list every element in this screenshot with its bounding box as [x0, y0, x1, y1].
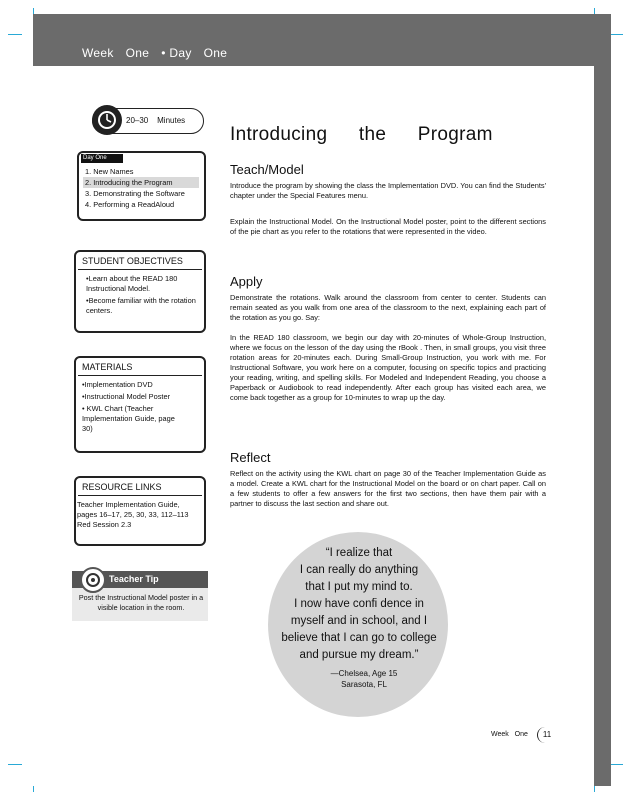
footer-week-num: One — [514, 731, 528, 738]
quote-line: “I realize that — [325, 547, 393, 559]
teach-model-paragraph: Introduce the program by showing the class the Implementation DVD. You can find the Students' chapter under the Special Features menu. — [230, 181, 546, 200]
teach-model-paragraph: Explain the Instructional Model. On the Instructional Model poster, point to the different sections of the pie chart as you refer to the rotations that were represented in the video. — [230, 217, 546, 236]
objectives-title: STUDENT OBJECTIVES — [82, 256, 183, 266]
agenda-item-active: 2. Introducing the Program — [83, 177, 199, 188]
side-band — [594, 14, 611, 786]
resource-item: Red Session 2.3 — [77, 520, 132, 529]
page-title: Introducing the Program — [230, 124, 493, 145]
quote-author: —Chelsea, Age 15 — [330, 669, 398, 678]
apply-paragraph: Demonstrate the rotations. Walk around the classroom from center to center. Students can remain seated as you walk from one area of the classroom to the next, explaining each part of the rotation as you go. Say: — [230, 293, 546, 322]
quote-location: Sarasota, FL — [341, 680, 387, 689]
header-week-num: One — [125, 46, 150, 60]
agenda-item: 1. New Names — [85, 167, 134, 176]
student-quote — [274, 545, 444, 664]
time-badge-text — [126, 116, 185, 125]
crop-mark — [609, 34, 623, 35]
objectives-list — [82, 274, 200, 316]
student-objectives-box — [74, 250, 206, 333]
teacher-tip-icon — [80, 567, 106, 593]
objective-item: •Become familiar with the rotation centers. — [86, 296, 196, 315]
crop-mark — [8, 764, 22, 765]
header-day-num: One — [203, 46, 228, 60]
time-range: 20–30 — [126, 116, 149, 125]
divider — [78, 269, 202, 270]
resource-item: Teacher Implementation Guide, pages 16–17, 25, 30, 33, 112–113 — [77, 500, 189, 519]
header-week: Week — [82, 46, 114, 60]
crop-mark — [609, 764, 623, 765]
resource-links-box — [74, 476, 206, 546]
quote-line: I now have confi dence in — [294, 598, 424, 610]
objective-item: •Learn about the READ 180 Instructional Model. — [86, 274, 178, 293]
clock-icon — [92, 105, 122, 135]
day-tag: Day One — [81, 154, 123, 163]
materials-box — [74, 356, 206, 453]
header-day: • Day — [161, 46, 192, 60]
day-agenda-box — [77, 151, 206, 221]
agenda-list — [83, 166, 199, 210]
resources-title: RESOURCE LINKS — [82, 482, 162, 492]
materials-title: MATERIALS — [82, 362, 133, 372]
quote-line: I can really do anything — [299, 564, 419, 576]
quote-line: that I put my mind to. — [305, 581, 413, 593]
apply-script: In the READ 180 classroom, we begin our day with 20-minutes of Whole-Group Instruction, where we focus on the lesson of the day using the rBook . Then, in small groups, you visit three rotation areas for 20-minutes each. During Small-Group Instruction, you work with me. For Instructional Software, you work here on a computer, focusing on specific topics and practicing your reading, writing, and spelling skills. For Modeled and Independent Reading, you choose a Paperback or Audiobook to read independently. After each group has visited each area, we come back together as a group for 10-minutes to wrap up the day. — [230, 333, 546, 402]
time-unit: Minutes — [157, 116, 186, 125]
quote-attribution — [304, 668, 424, 690]
material-item: • KWL Chart (Teacher Implementation Guide, page 30) — [82, 404, 175, 433]
quote-line: myself and in school, and I — [290, 615, 428, 627]
reflect-paragraph: Reflect on the activity using the KWL chart on page 30 of the Teacher Implementation Guide as a model. Create a KWL chart for the Instructional Model on the board or on chart paper. Call on a few students to offer a few answers for the first two sections, then have them pair with a partner to discuss the last section and share out. — [230, 469, 546, 508]
crop-mark — [8, 34, 22, 35]
resources-list — [77, 500, 200, 530]
teacher-tip-title: Teacher Tip — [109, 574, 159, 584]
reflect-heading: Reflect — [230, 450, 271, 465]
footer-week — [491, 731, 528, 738]
page-number: 11 — [537, 727, 556, 743]
material-item: •Implementation DVD — [82, 380, 153, 389]
agenda-item: 3. Demonstrating the Software — [85, 189, 185, 198]
teach-model-heading: Teach/Model — [230, 162, 304, 177]
quote-line: and pursue my dream.” — [299, 649, 419, 661]
divider — [78, 495, 202, 496]
apply-heading: Apply — [230, 274, 263, 289]
divider — [78, 375, 202, 376]
agenda-item: 4. Performing a ReadAloud — [85, 200, 175, 209]
materials-list — [82, 380, 200, 434]
material-item: •Instructional Model Poster — [82, 392, 171, 401]
quote-line: believe that I can go to college — [281, 632, 437, 644]
week-day-header — [82, 46, 239, 60]
teacher-tip-body: Post the Instructional Model poster in a visible location in the room. — [78, 593, 204, 612]
footer-week-label: Week — [491, 731, 509, 738]
teacher-tip — [72, 571, 208, 621]
